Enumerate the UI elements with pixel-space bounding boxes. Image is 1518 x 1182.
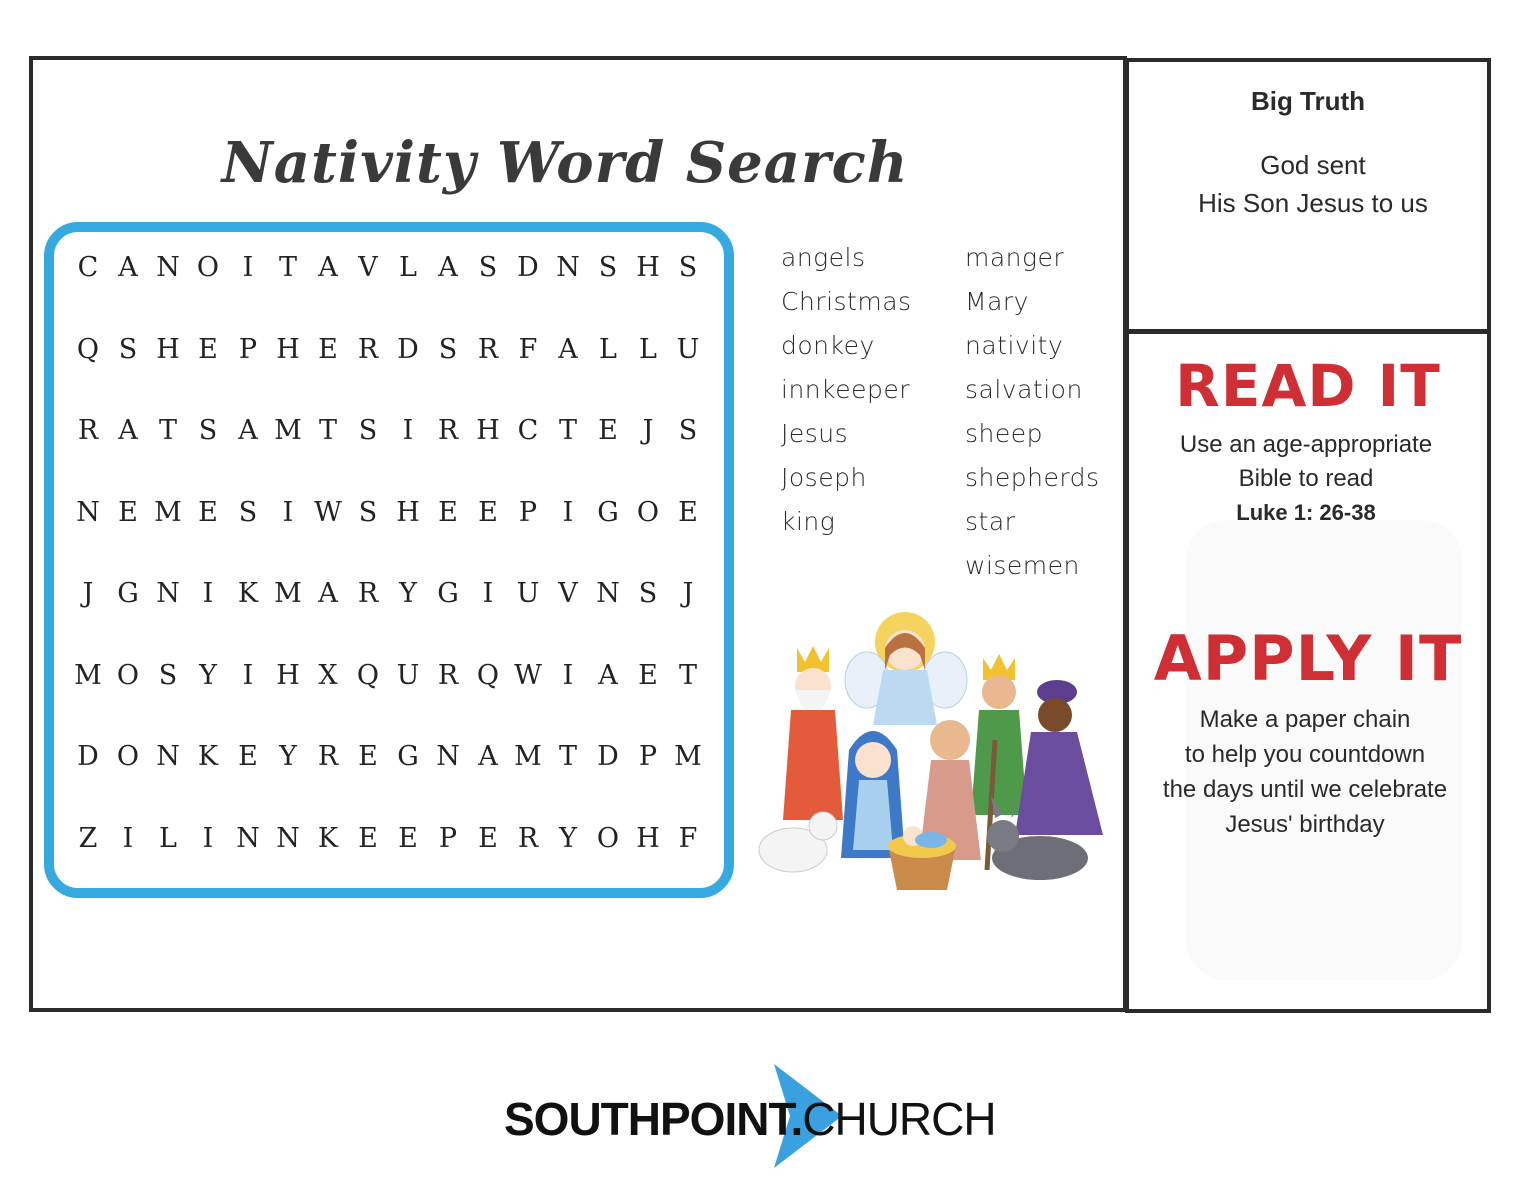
- grid-letter[interactable]: A: [318, 578, 338, 609]
- grid-letter[interactable]: S: [638, 578, 658, 609]
- grid-letter[interactable]: T: [158, 415, 177, 446]
- grid-letter[interactable]: M: [514, 741, 542, 772]
- logo-text: [504, 1092, 996, 1146]
- grid-letter[interactable]: S: [158, 659, 178, 691]
- grid-letter[interactable]: Z: [78, 822, 98, 854]
- big-truth-line-1: God sent: [1260, 150, 1366, 180]
- grid-letter[interactable]: A: [478, 741, 498, 772]
- grid-letter[interactable]: Q: [76, 333, 100, 365]
- southpoint-church-logo: [500, 1060, 1020, 1170]
- grid-letter[interactable]: G: [597, 496, 619, 528]
- grid-letter[interactable]: H: [156, 333, 180, 365]
- word-list-item: manger: [965, 243, 1065, 272]
- grid-letter[interactable]: D: [397, 333, 419, 365]
- grid-letter[interactable]: Y: [279, 741, 297, 772]
- grid-letter[interactable]: T: [278, 252, 297, 283]
- grid-letter[interactable]: U: [396, 659, 420, 691]
- grid-letter[interactable]: R: [77, 415, 99, 446]
- grid-letter[interactable]: L: [639, 333, 657, 365]
- grid-letter[interactable]: N: [156, 578, 180, 609]
- grid-letter[interactable]: D: [77, 741, 99, 772]
- grid-letter[interactable]: S: [678, 415, 698, 446]
- read-it-text: [1140, 428, 1472, 530]
- grid-letter[interactable]: W: [514, 659, 542, 691]
- grid-letter[interactable]: A: [318, 252, 338, 283]
- read-it-line-1: Use an age-appropriate: [1179, 431, 1433, 458]
- word-list-item: wisemen: [965, 551, 1080, 580]
- logo-text-southpoint: SOUTHPOINT.: [504, 1093, 803, 1145]
- big-truth-title: Big Truth: [1250, 86, 1366, 116]
- grid-letter[interactable]: T: [678, 659, 697, 691]
- grid-letter[interactable]: V: [358, 252, 378, 283]
- grid-row: [68, 823, 708, 905]
- apply-it-line-4: Jesus' birthday: [1225, 811, 1385, 838]
- read-it-heading: READ IT: [1175, 352, 1441, 420]
- grid-letter[interactable]: I: [562, 659, 574, 691]
- word-list-column-1: [781, 238, 912, 546]
- wise-king-purple: [1015, 680, 1103, 835]
- grid-letter[interactable]: O: [116, 659, 140, 691]
- grid-letter[interactable]: S: [438, 333, 458, 365]
- word-list-item: angels: [781, 243, 866, 272]
- grid-letter[interactable]: A: [558, 333, 578, 365]
- grid-letter[interactable]: G: [117, 578, 139, 609]
- grid-letter[interactable]: I: [402, 415, 414, 446]
- grid-letter[interactable]: M: [274, 415, 302, 446]
- grid-letter[interactable]: H: [396, 496, 420, 528]
- grid-letter[interactable]: P: [238, 333, 258, 365]
- grid-letter[interactable]: U: [676, 333, 700, 365]
- grid-letter[interactable]: H: [636, 822, 660, 854]
- grid-letter[interactable]: E: [118, 496, 138, 528]
- wise-king-left: [783, 646, 843, 820]
- grid-letter[interactable]: Q: [476, 659, 500, 691]
- word-list-item: Joseph: [781, 463, 867, 492]
- grid-letter[interactable]: I: [122, 822, 134, 854]
- grid-letter[interactable]: E: [358, 822, 378, 854]
- grid-letter[interactable]: I: [242, 252, 254, 283]
- grid-letter[interactable]: D: [517, 252, 539, 283]
- grid-letter[interactable]: I: [282, 496, 294, 528]
- grid-row: [68, 497, 708, 579]
- grid-letter[interactable]: E: [478, 822, 498, 854]
- grid-letter[interactable]: N: [156, 252, 180, 283]
- word-list-item: salvation: [965, 375, 1083, 404]
- grid-letter[interactable]: P: [518, 496, 538, 528]
- grid-letter[interactable]: N: [556, 252, 580, 283]
- big-truth-text: [1140, 146, 1486, 222]
- grid-row: [68, 252, 708, 334]
- word-list-item: Jesus: [781, 419, 849, 448]
- grid-letter[interactable]: E: [478, 496, 498, 528]
- grid-letter[interactable]: O: [596, 822, 620, 854]
- grid-letter[interactable]: E: [198, 496, 218, 528]
- grid-letter[interactable]: R: [357, 578, 379, 609]
- grid-letter[interactable]: V: [558, 578, 578, 609]
- apply-it-line-3: the days until we celebrate: [1162, 776, 1448, 803]
- grid-letter[interactable]: N: [436, 741, 460, 772]
- grid-letter[interactable]: L: [599, 333, 617, 365]
- word-list-item: innkeeper: [781, 375, 911, 404]
- grid-letter[interactable]: S: [358, 496, 378, 528]
- word-list-column-2: [965, 238, 1100, 590]
- grid-letter[interactable]: I: [202, 578, 214, 609]
- read-it-line-2: Bible to read: [1238, 465, 1374, 492]
- grid-letter[interactable]: S: [358, 415, 378, 446]
- angel-figure: [845, 612, 967, 725]
- grid-letter[interactable]: M: [74, 659, 102, 691]
- grid-letter[interactable]: P: [638, 741, 658, 772]
- grid-letter[interactable]: S: [478, 252, 498, 283]
- grid-letter[interactable]: R: [357, 333, 379, 365]
- logo-text-church: CHURCH: [802, 1093, 996, 1145]
- grid-letter[interactable]: U: [516, 578, 540, 609]
- grid-letter[interactable]: S: [238, 496, 258, 528]
- grid-row: [68, 334, 708, 416]
- apply-it-line-1: Make a paper chain: [1199, 706, 1411, 733]
- grid-letter[interactable]: E: [438, 496, 458, 528]
- grid-letter[interactable]: G: [397, 741, 419, 772]
- grid-letter[interactable]: Y: [199, 659, 217, 691]
- grid-letter[interactable]: R: [477, 333, 499, 365]
- grid-letter[interactable]: J: [682, 578, 694, 609]
- grid-letter[interactable]: E: [398, 822, 418, 854]
- grid-letter[interactable]: K: [317, 822, 339, 854]
- grid-letter[interactable]: R: [517, 822, 539, 854]
- grid-letter[interactable]: M: [274, 578, 302, 609]
- scripture-reference: Luke 1: 26-38: [1236, 500, 1376, 525]
- word-list-item: nativity: [965, 331, 1064, 360]
- grid-letter[interactable]: L: [399, 252, 417, 283]
- grid-letter[interactable]: K: [197, 741, 219, 772]
- grid-letter[interactable]: P: [438, 822, 458, 854]
- apply-it-heading: APPLY IT: [1153, 622, 1463, 695]
- grid-letter[interactable]: I: [242, 659, 254, 691]
- grid-letter[interactable]: K: [237, 578, 259, 609]
- grid-letter[interactable]: S: [118, 333, 138, 365]
- grid-letter[interactable]: T: [558, 415, 577, 446]
- grid-letter[interactable]: H: [476, 415, 500, 446]
- grid-letter[interactable]: O: [116, 741, 140, 772]
- grid-letter[interactable]: A: [238, 415, 258, 446]
- grid-letter[interactable]: S: [198, 415, 218, 446]
- grid-letter[interactable]: N: [236, 822, 260, 854]
- grid-letter[interactable]: X: [318, 659, 338, 691]
- grid-letter[interactable]: I: [562, 496, 574, 528]
- grid-row: [68, 578, 708, 660]
- grid-letter[interactable]: S: [678, 252, 698, 283]
- grid-letter[interactable]: I: [202, 822, 214, 854]
- grid-row: [68, 741, 708, 823]
- word-list-item: sheep: [965, 419, 1044, 448]
- apply-it-line-2: to help you countdown: [1184, 741, 1426, 768]
- grid-letter[interactable]: E: [198, 333, 218, 365]
- grid-letter[interactable]: A: [598, 659, 618, 691]
- word-list-item: Christmas: [781, 287, 912, 316]
- grid-letter[interactable]: L: [159, 822, 177, 854]
- grid-letter[interactable]: E: [238, 741, 258, 772]
- grid-letter[interactable]: H: [636, 252, 660, 283]
- grid-row: [68, 415, 708, 497]
- grid-letter[interactable]: Y: [559, 822, 577, 854]
- grid-letter[interactable]: T: [318, 415, 337, 446]
- grid-letter[interactable]: E: [638, 659, 658, 691]
- letter-grid: [68, 252, 708, 904]
- grid-letter[interactable]: I: [482, 578, 494, 609]
- word-list-item: shepherds: [965, 463, 1100, 492]
- grid-letter[interactable]: E: [318, 333, 338, 365]
- grid-letter[interactable]: E: [598, 415, 618, 446]
- grid-letter[interactable]: F: [518, 333, 538, 365]
- grid-letter[interactable]: C: [77, 252, 99, 283]
- grid-letter[interactable]: N: [276, 822, 300, 854]
- grid-letter[interactable]: J: [642, 415, 654, 446]
- grid-letter[interactable]: G: [437, 578, 459, 609]
- grid-letter[interactable]: O: [636, 496, 660, 528]
- word-list-item: star: [965, 507, 1016, 536]
- grid-letter[interactable]: R: [317, 741, 339, 772]
- nativity-illustration: [755, 600, 1110, 900]
- grid-letter[interactable]: C: [517, 415, 539, 446]
- grid-letter[interactable]: R: [437, 659, 459, 691]
- grid-letter[interactable]: N: [156, 741, 180, 772]
- word-list-item: donkey: [781, 331, 875, 360]
- grid-letter[interactable]: M: [154, 496, 182, 528]
- apply-it-text: [1138, 702, 1472, 842]
- grid-letter[interactable]: H: [276, 333, 300, 365]
- grid-letter[interactable]: A: [118, 415, 138, 446]
- word-list-item: king: [781, 507, 836, 536]
- grid-letter[interactable]: Y: [399, 578, 417, 609]
- grid-letter[interactable]: H: [276, 659, 300, 691]
- grid-letter[interactable]: M: [674, 741, 702, 772]
- page-title: Nativity Word Search: [221, 130, 909, 196]
- grid-letter[interactable]: N: [76, 496, 100, 528]
- grid-letter[interactable]: O: [196, 252, 220, 283]
- big-truth-line-2: His Son Jesus to us: [1198, 188, 1428, 218]
- grid-letter[interactable]: D: [597, 741, 619, 772]
- grid-letter[interactable]: N: [596, 578, 620, 609]
- grid-row: [68, 660, 708, 742]
- sheep-figure: [759, 812, 837, 872]
- grid-letter[interactable]: J: [82, 578, 94, 609]
- grid-letter[interactable]: A: [118, 252, 138, 283]
- grid-letter[interactable]: T: [558, 741, 577, 772]
- grid-letter[interactable]: E: [358, 741, 378, 772]
- word-list-item: Mary: [965, 287, 1029, 316]
- grid-letter[interactable]: A: [438, 252, 458, 283]
- grid-letter[interactable]: Q: [356, 659, 380, 691]
- wise-king-right: [971, 654, 1027, 815]
- grid-letter[interactable]: S: [598, 252, 618, 283]
- grid-letter[interactable]: W: [314, 496, 342, 528]
- grid-letter[interactable]: F: [678, 822, 698, 854]
- grid-letter[interactable]: E: [678, 496, 698, 528]
- grid-letter[interactable]: R: [437, 415, 459, 446]
